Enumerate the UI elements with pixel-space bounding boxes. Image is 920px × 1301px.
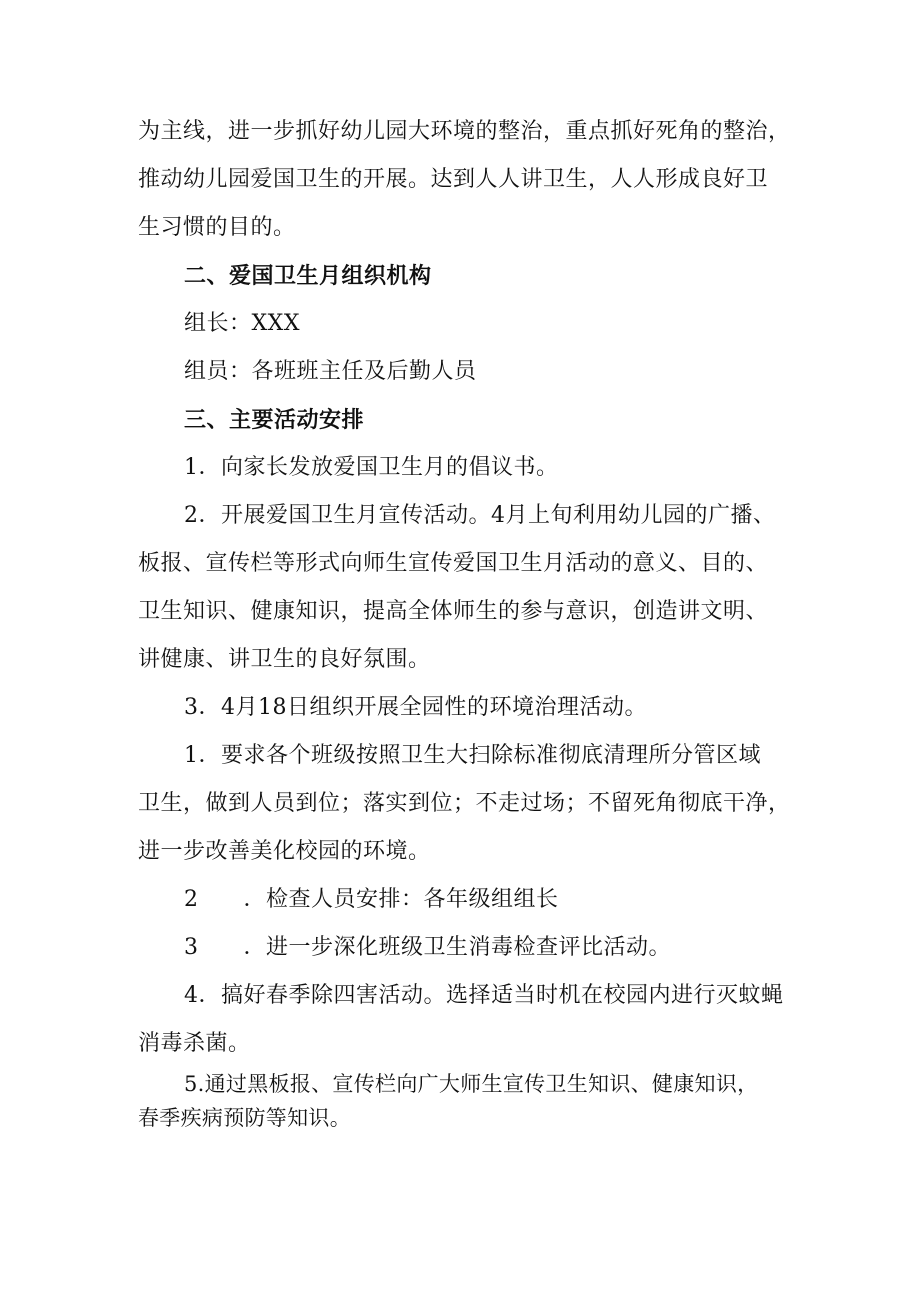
- list-item: 2．开展爱国卫生月宣传活动。4月上旬利用幼儿园的广播、: [184, 503, 776, 528]
- paragraph-line: 卫生知识、健康知识，提高全体师生的参与意识，创造讲文明、: [138, 599, 769, 624]
- paragraph-line: 消毒杀菌。: [138, 1031, 251, 1056]
- list-item: 1．向家长发放爱国卫生月的倡议书。: [184, 455, 559, 480]
- team-leader-line: 组长：XXX: [184, 311, 300, 336]
- list-item: 4．搞好春季除四害活动。选择适当时机在校园内进行灭蚊蝇: [184, 983, 784, 1008]
- paragraph-line: 为主线，进一步抓好幼儿园大环境的整治，重点抓好死角的整治，: [138, 119, 791, 144]
- paragraph-line: 推动幼儿园爱国卫生的开展。达到人人讲卫生，人人形成良好卫: [138, 167, 769, 192]
- list-item: 1．要求各个班级按照卫生大扫除标准彻底清理所分管区域: [184, 743, 761, 768]
- team-members-line: 组员：各班班主任及后勤人员: [184, 359, 477, 384]
- list-item: 3．4月18日组织开展全园性的环境治理活动。: [184, 695, 647, 720]
- paragraph-line: 进一步改善美化校园的环境。: [138, 839, 431, 864]
- paragraph-line: 春季疾病预防等知识。: [138, 1106, 351, 1130]
- list-item: 3 ．进一步深化班级卫生消毒检查评比活动。: [184, 935, 671, 960]
- list-item: 2 ．检查人员安排：各年级组组长: [184, 887, 559, 912]
- section-heading: 三、主要活动安排: [184, 407, 365, 433]
- section-heading: 二、爱国卫生月组织机构: [184, 263, 432, 289]
- list-item: 5.通过黑板报、宣传栏向广大师生宣传卫生知识、健康知识，: [184, 1072, 759, 1096]
- paragraph-line: 讲健康、讲卫生的良好氛围。: [138, 647, 431, 672]
- paragraph-line: 板报、宣传栏等形式向师生宣传爱国卫生月活动的意义、目的、: [138, 551, 769, 576]
- paragraph-line: 卫生，做到人员到位；落实到位；不走过场；不留死角彻底干净，: [138, 791, 791, 816]
- paragraph-line: 生习惯的目的。: [138, 215, 296, 240]
